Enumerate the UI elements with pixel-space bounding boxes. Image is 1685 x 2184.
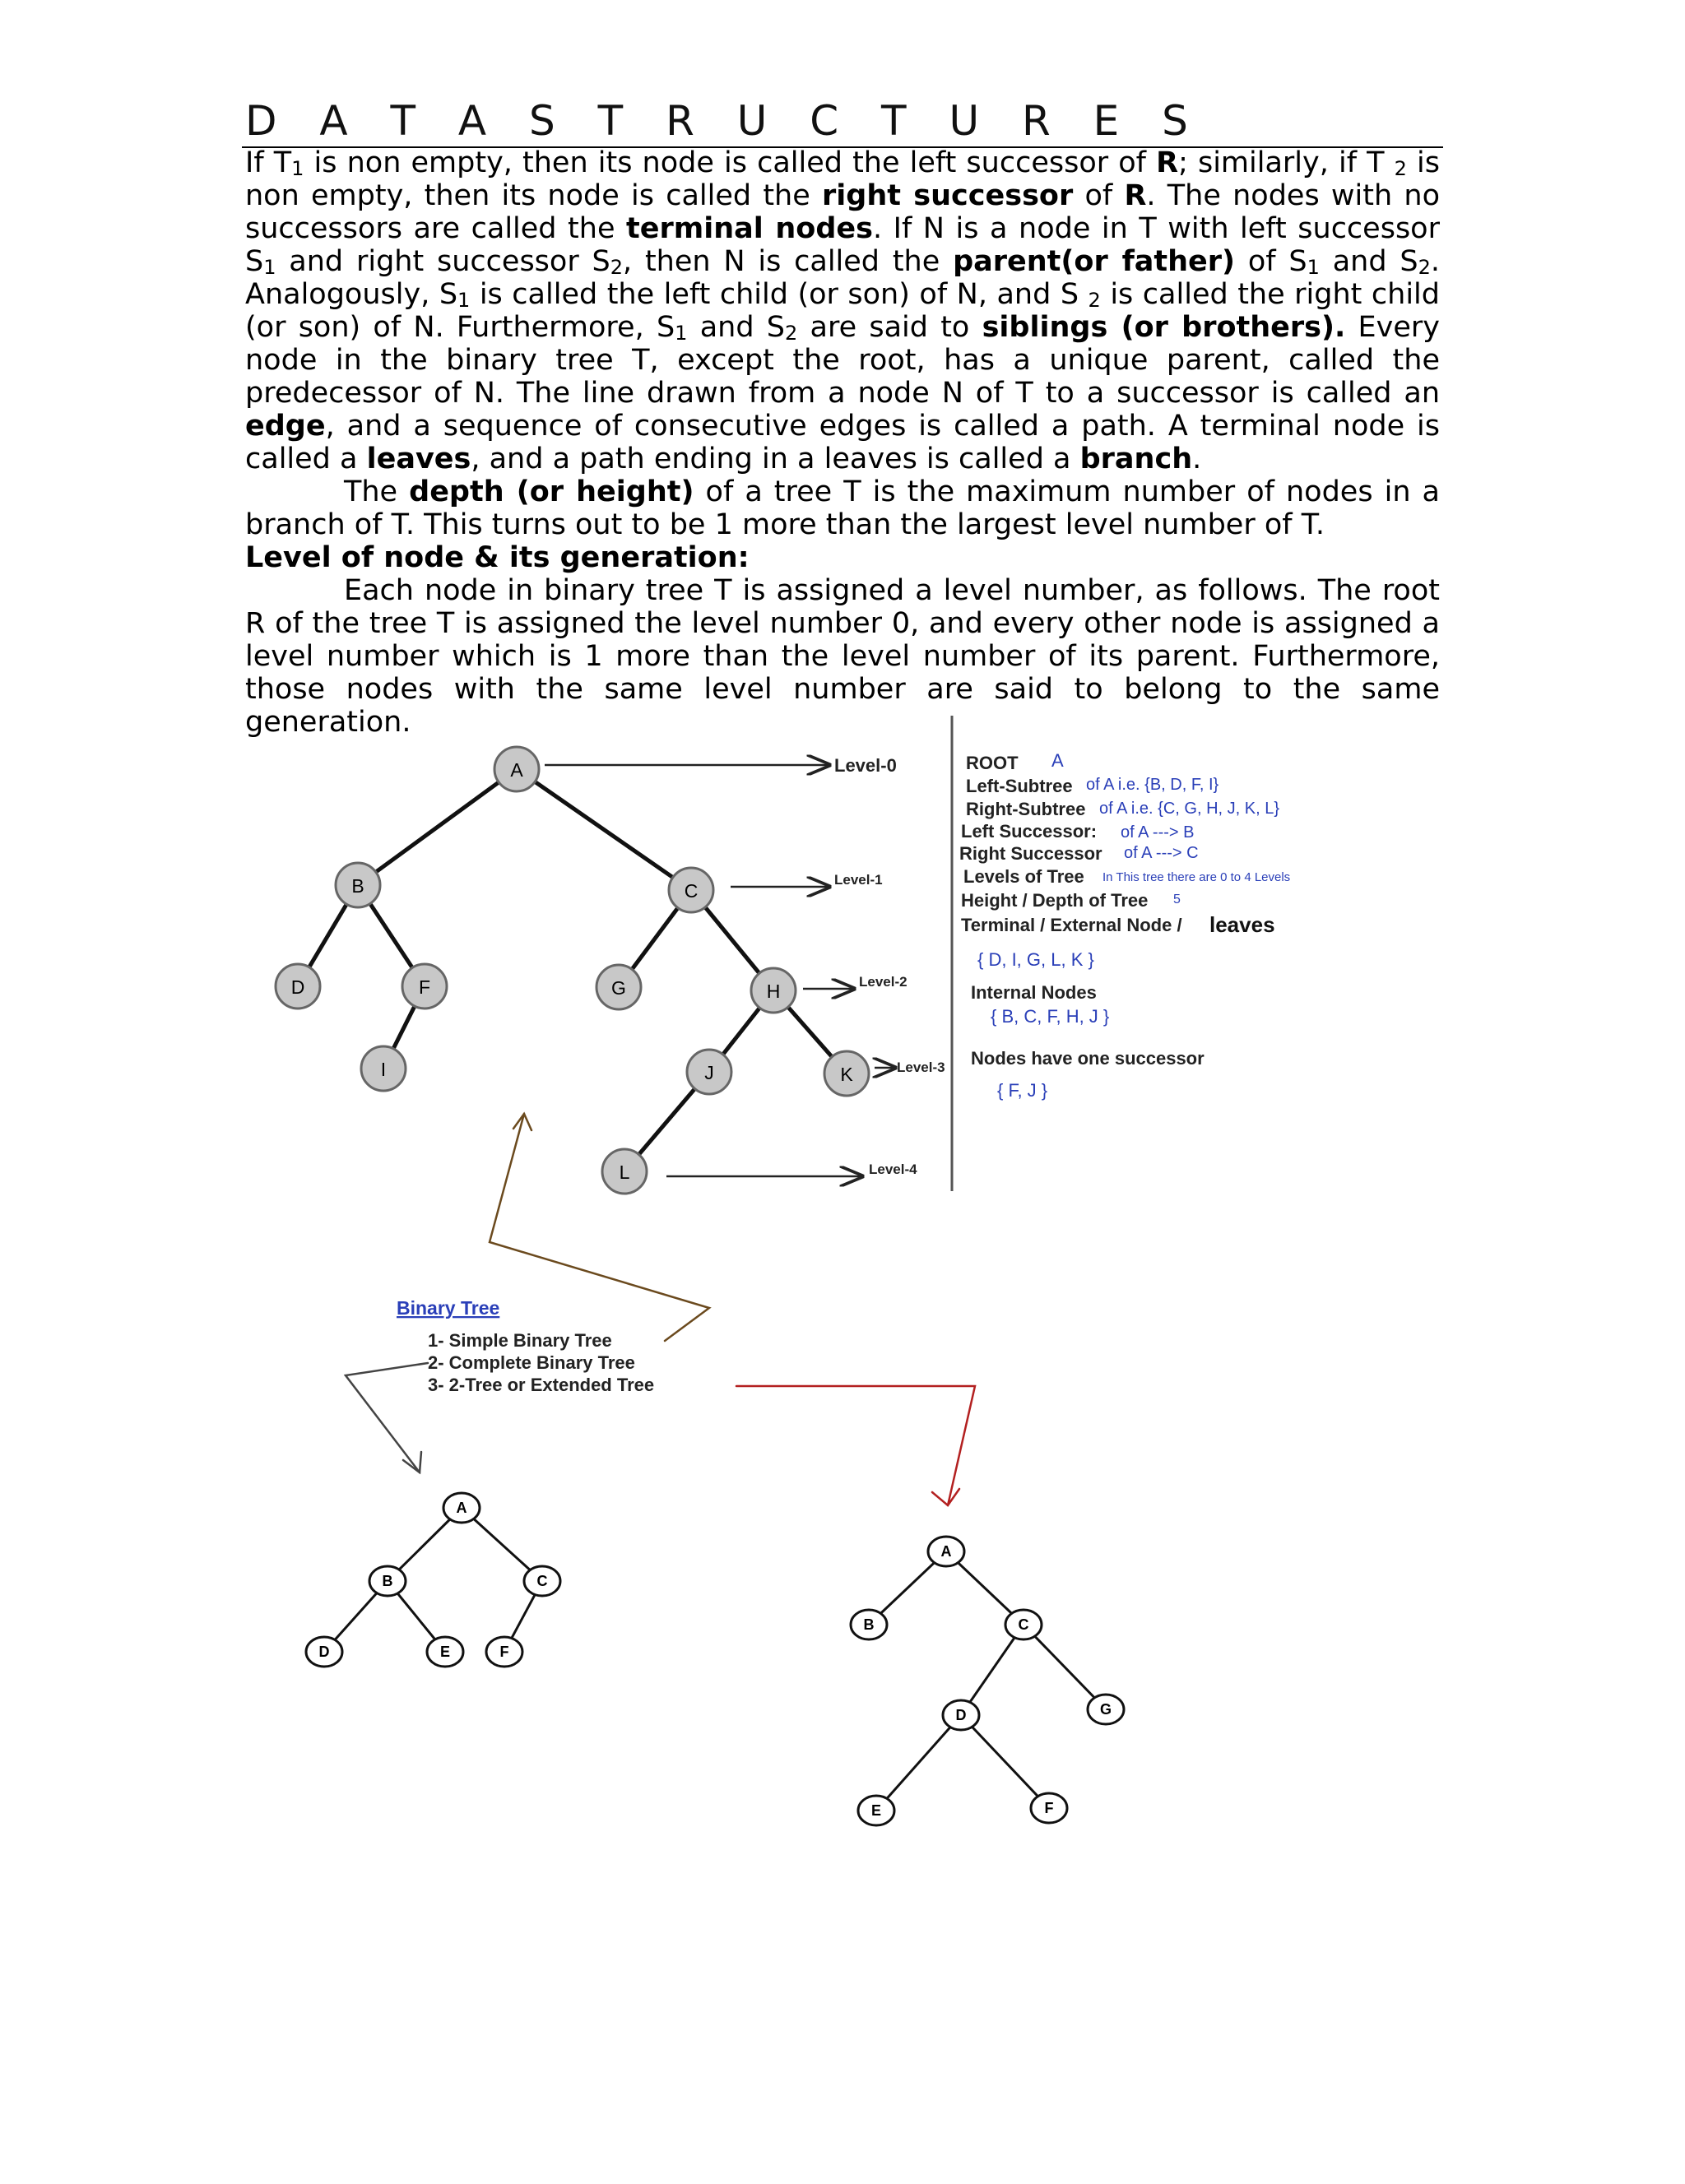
svg-text:Terminal / External Node /: Terminal / External Node / xyxy=(961,915,1182,935)
svg-text:Height / Depth of Tree: Height / Depth of Tree xyxy=(961,890,1149,911)
tree-node-c xyxy=(669,868,713,912)
tree-info-panel xyxy=(959,750,1290,1101)
tree-node-d xyxy=(276,964,320,1009)
svg-text:Nodes have one successor: Nodes have one successor xyxy=(971,1048,1205,1069)
svg-text:Right-Subtree: Right-Subtree xyxy=(966,799,1086,819)
svg-text:A: A xyxy=(456,1500,467,1516)
paragraph-2: The depth (or height) of a tree T is the maximum number of nodes in a branch of T. This turns out to be 1 more than the largest level number of T. xyxy=(245,475,1440,541)
svg-text:E: E xyxy=(870,1802,882,1819)
tree-node-b xyxy=(336,863,380,907)
svg-text:F: F xyxy=(1044,1800,1054,1816)
svg-text:1- Simple Binary Tree: 1- Simple Binary Tree xyxy=(428,1330,612,1351)
tree-node-a xyxy=(494,747,539,791)
svg-text:K: K xyxy=(840,1064,853,1085)
tree-node-k xyxy=(824,1051,869,1096)
tree-node-g xyxy=(596,965,641,1009)
extended-tree-labels xyxy=(864,1543,1112,1819)
extended-tree-nodes xyxy=(851,1537,1124,1825)
level-4-label: Level-4 xyxy=(869,1162,917,1177)
tree-node-f xyxy=(402,964,447,1009)
svg-text:Internal Nodes: Internal Nodes xyxy=(971,982,1097,1003)
svg-text:F: F xyxy=(418,976,431,998)
svg-text:A: A xyxy=(1051,750,1064,771)
svg-text:B: B xyxy=(863,1616,875,1633)
svg-text:D: D xyxy=(955,1707,967,1723)
svg-text:D: D xyxy=(290,976,305,998)
svg-text:A: A xyxy=(510,759,523,781)
page-header: D A T A S T R U C T U R E S xyxy=(245,97,1203,145)
svg-text:E: E xyxy=(439,1644,451,1660)
svg-text:B: B xyxy=(382,1573,393,1589)
svg-text:G: G xyxy=(611,977,626,999)
svg-text:C: C xyxy=(1018,1616,1029,1633)
complete-tree-edges xyxy=(324,1508,542,1652)
tree-node-l xyxy=(602,1149,647,1194)
svg-text:B: B xyxy=(351,875,364,897)
svg-text:C: C xyxy=(536,1573,548,1589)
svg-text:of A i.e. {C, G, H, J, K, L}: of A i.e. {C, G, H, J, K, L} xyxy=(1099,800,1279,818)
svg-text:I: I xyxy=(380,1059,387,1080)
svg-text:Levels of Tree: Levels of Tree xyxy=(963,866,1084,887)
section-heading: Level of node & its generation: xyxy=(245,541,750,574)
svg-text:In This tree there are 0 to 4: In This tree there are 0 to 4 Levels xyxy=(1102,870,1291,884)
svg-text:{ D, I, G, L, K }: { D, I, G, L, K } xyxy=(977,949,1094,970)
complete-tree-nodes xyxy=(306,1493,560,1667)
svg-text:A: A xyxy=(940,1543,952,1560)
tree-types-list xyxy=(397,1297,654,1395)
level-0-label: Level-0 xyxy=(834,755,897,776)
svg-text:2- Complete Binary Tree: 2- Complete Binary Tree xyxy=(428,1352,635,1373)
svg-text:Left Successor:: Left Successor: xyxy=(961,821,1098,842)
svg-text:leaves: leaves xyxy=(1209,912,1275,937)
svg-text:G: G xyxy=(1099,1701,1112,1718)
svg-text:{ F, J }: { F, J } xyxy=(997,1080,1048,1101)
tree-node-i xyxy=(361,1046,406,1091)
level-3-label: Level-3 xyxy=(897,1060,945,1075)
tree-node-j xyxy=(687,1050,731,1094)
svg-text:3- 2-Tree or Extended: 3- 2-Tree or Extended Tree xyxy=(428,1375,655,1395)
level-1-label: Level-1 xyxy=(834,872,883,888)
svg-text:5: 5 xyxy=(1173,893,1181,907)
svg-text:J: J xyxy=(704,1062,714,1083)
svg-text:{ B, C, F, H, J }: { B, C, F, H, J } xyxy=(991,1006,1110,1027)
svg-text:of A ---> B: of A ---> B xyxy=(1121,823,1195,842)
svg-text:L: L xyxy=(619,1162,630,1183)
svg-text:D: D xyxy=(318,1644,330,1660)
level-2-label: Level-2 xyxy=(859,974,907,990)
svg-text:H: H xyxy=(766,981,781,1002)
extended-tree-edges xyxy=(869,1551,1106,1811)
svg-text:Left-Subtree: Left-Subtree xyxy=(966,776,1073,796)
paragraph-1: If $T_1$ is non empty, then its node is called the left successor of R; similarly, if T $_2$ is non empty, then its node is called the right successor of R. The nodes with no successors are called the terminal nodes. If N is a node in T with left successor $S_1$ and right successor $S_2$, then N is called the parent(or father) of $S_1$ and $S_2$. Analogously, $S_1$ is called the left child (or son) of N, and S $_2$ is called the right child (or son) of N. Furthermore, $S_1$ and $S_2$ are said to siblings (or brothers). Every node in the binary tree T, except the root, has a unique parent, called the predecessor of N. The line drawn from a node N of T to a successor is called an edge, and a sequence of consecutive edges is called a path. A terminal node is called a leaves, and a path ending in a leaves is called a branch. xyxy=(245,146,1441,475)
svg-text:of A i.e. {B, D, F, I}: of A i.e. {B, D, F, I} xyxy=(1086,776,1219,794)
paragraph-3: Each node in binary tree T is assigned a level number, as follows. The root R of the tree T is assigned the level number 0, and every other node is assigned a level number which is 1 more than the level number of its parent. Furthermore, those nodes with the same level number are said to belong to the same generation. xyxy=(245,574,1440,739)
svg-text:F: F xyxy=(499,1644,509,1660)
svg-text:ROOT: ROOT xyxy=(966,753,1019,773)
svg-text:of A ---> C: of A ---> C xyxy=(1124,844,1199,862)
svg-text:Binary Tree: Binary Tree xyxy=(397,1297,500,1319)
svg-text:Right Successor: Right Successor xyxy=(959,843,1102,864)
svg-text:C: C xyxy=(684,880,699,902)
tree-node-h xyxy=(751,968,796,1013)
